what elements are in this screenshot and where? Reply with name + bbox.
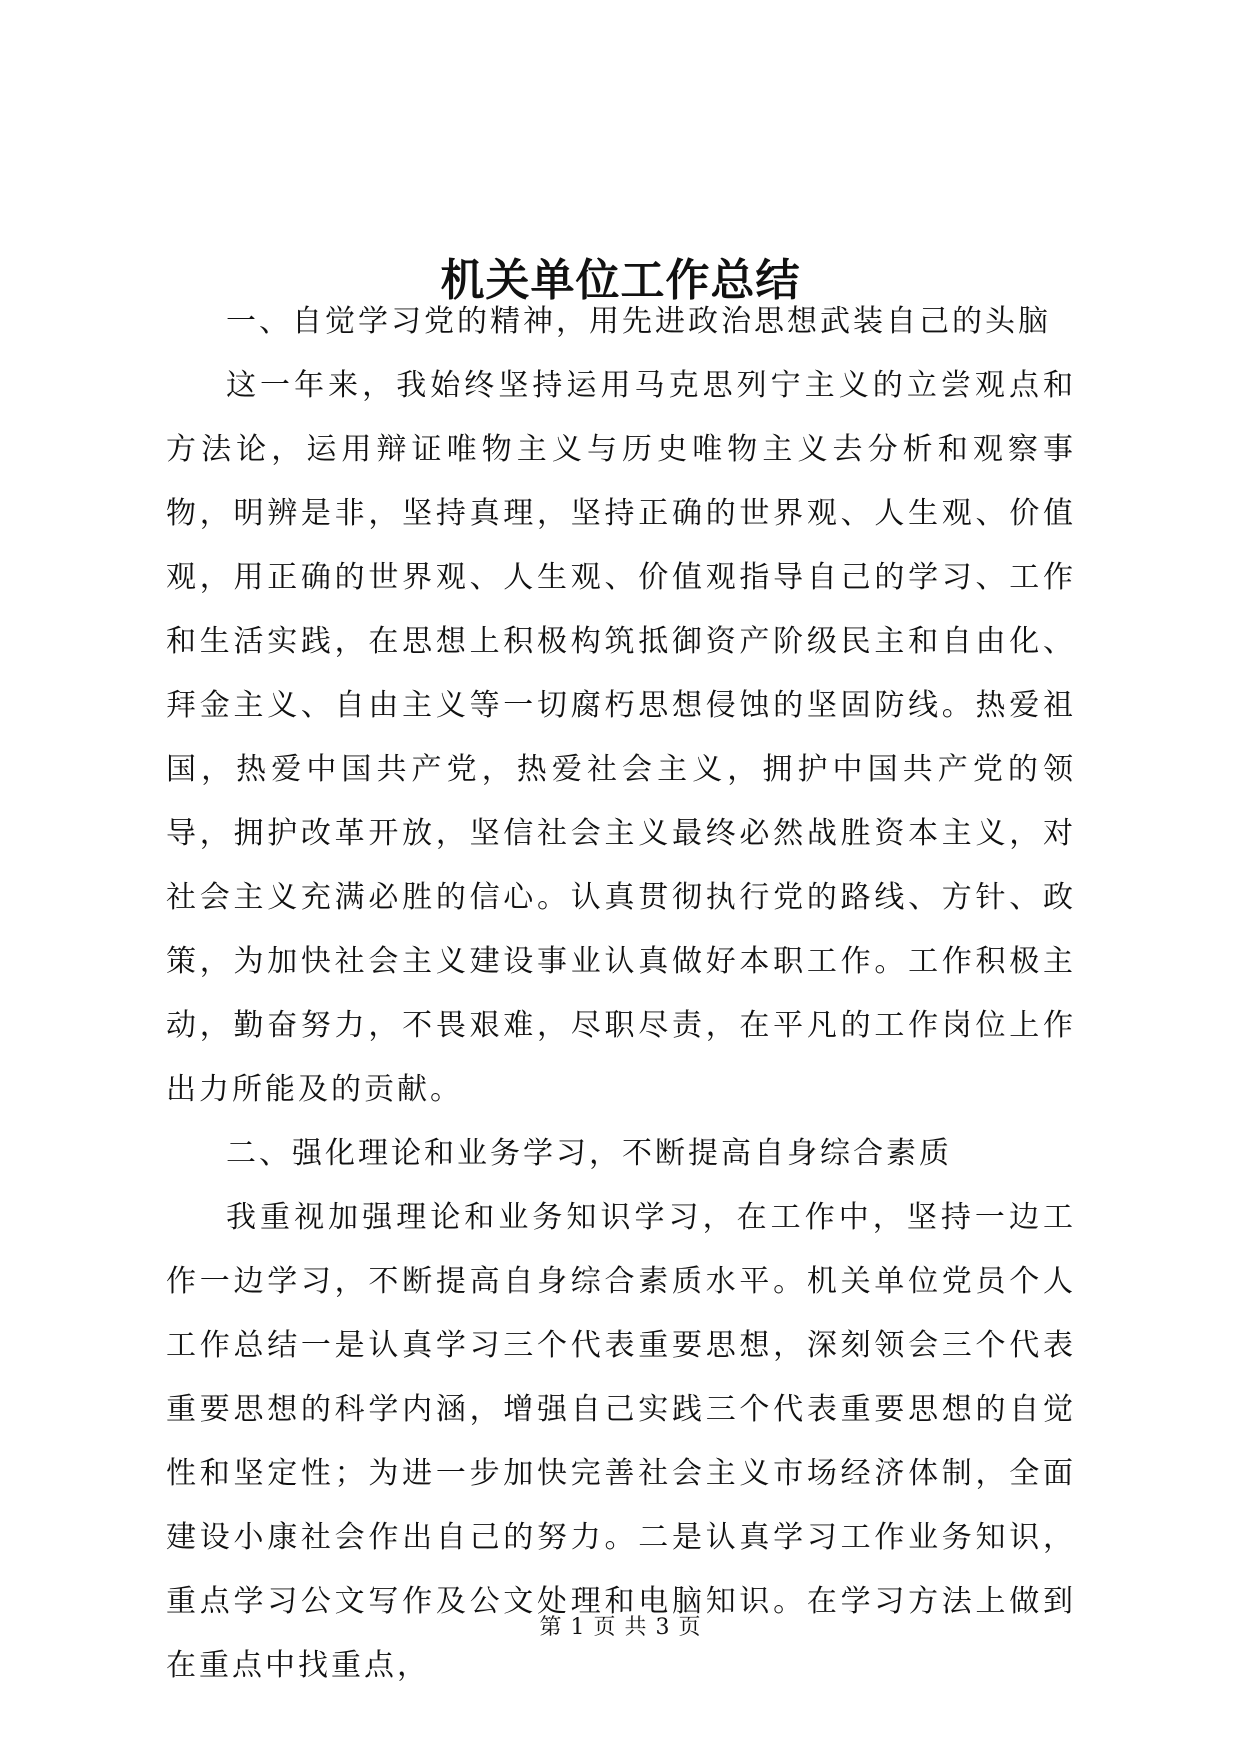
body-paragraph-1: 这一年来，我始终坚持运用马克思列宁主义的立尝观点和方法论，运用辩证唯物主义与历史唯物主义去分析和观察事物，明辨是非，坚持真理，坚持正确的世界观、人生观、价值观，用正确的世界观、人生观、价值观指导自己的学习、工作和生活实践，在思想上积极构筑抵御资产阶级民主和自由化、拜金主义、自由主义等一切腐朽思想侵蚀的坚固防线。热爱祖国，热爱中国共产党，热爱社会主义，拥护中国共产党的领导，拥护改革开放，坚信社会主义最终必然战胜资本主义，对社会主义充满必胜的信心。认真贯彻执行党的路线、方针、政策，为加快社会主义建设事业认真做好本职工作。工作积极主动，勤奋努力，不畏艰难，尽职尽责，在平凡的工作岗位上作出力所能及的贡献。 bbox=[166, 368, 1076, 1107]
body-paragraph-2: 我重视加强理论和业务知识学习，在工作中，坚持一边工作一边学习，不断提高自身综合素质水平。机关单位党员个人工作总结一是认真学习三个代表重要思想，深刻领会三个代表重要思想的科学内涵，增强自己实践三个代表重要思想的自觉性和坚定性；为进一步加快完善社会主义市场经济体制，全面建设小康社会作出自己的努力。二是认真学习工作业务知识，重点学习公文写作及公文处理和电脑知识。在学习方法上做到在重点中找重点， bbox=[166, 1200, 1076, 1683]
document-body bbox=[166, 290, 1076, 1698]
document-title: 机关单位工作总结 bbox=[440, 255, 801, 307]
section-heading-2: 二、强化理论和业务学习，不断提高自身综合素质 bbox=[226, 1136, 952, 1171]
section-heading-1: 一、自觉学习党的精神，用先进政治思想武装自己的头脑 bbox=[226, 304, 1051, 339]
page-footer: 第 1 页 共 3 页 bbox=[539, 1615, 702, 1640]
